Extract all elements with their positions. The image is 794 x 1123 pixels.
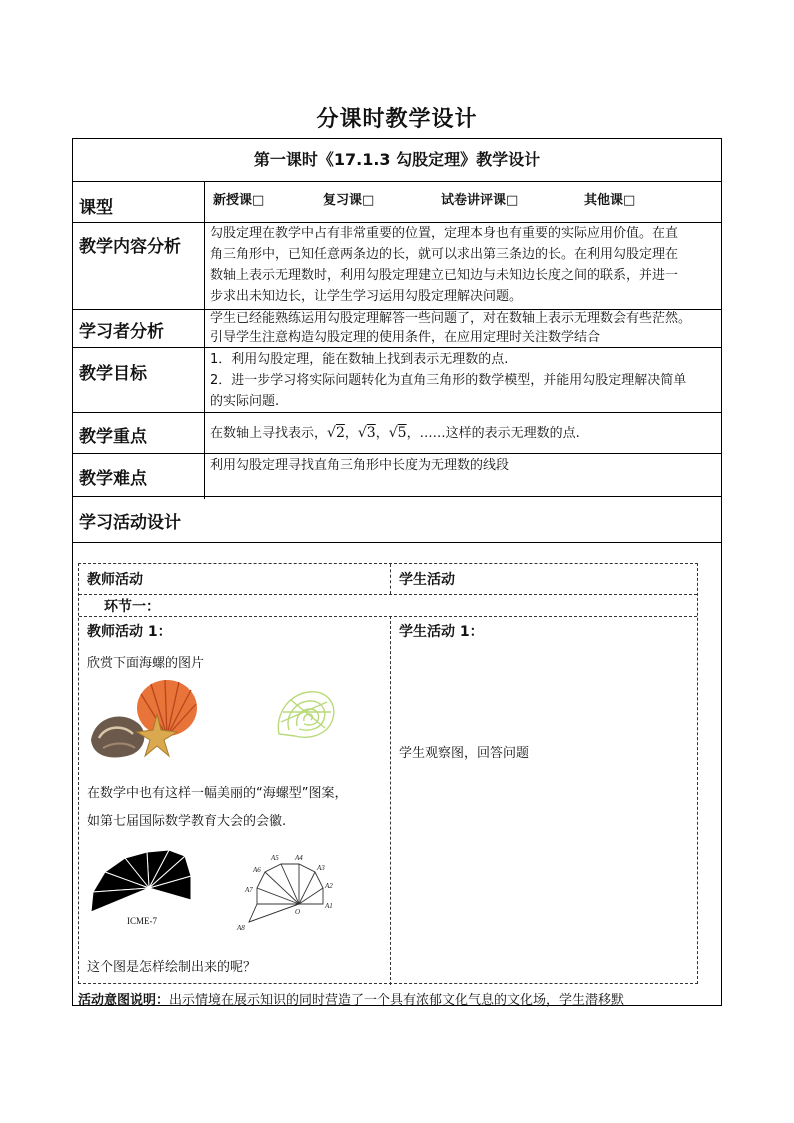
radicand: 3	[366, 425, 376, 441]
column-divider	[204, 181, 205, 499]
spiral-label: A8	[237, 924, 245, 932]
objectives-label: 教学目标	[79, 364, 147, 384]
shell-drawing	[271, 684, 341, 744]
learner-analysis-text	[210, 309, 720, 347]
spiral-label: O	[295, 908, 301, 916]
key-points-text: 在数轴上寻找表示，√2，√3，√5，……这样的表示无理数的点.	[210, 425, 580, 441]
objective-line: 的实际问题.	[210, 394, 280, 409]
dashed-column-divider	[390, 564, 391, 594]
spiral-label: A3	[317, 864, 325, 872]
difficulties-label: 教学难点	[79, 469, 147, 489]
icme-emblem	[89, 850, 201, 926]
objectives-text	[210, 349, 720, 412]
spiral-label: A5	[271, 854, 279, 862]
activity-table	[78, 563, 698, 984]
radicand: 5	[397, 425, 407, 441]
spiral-label: A7	[245, 886, 253, 894]
design-table	[72, 138, 722, 1006]
content-analysis-text	[210, 223, 720, 307]
spiral-label: A2	[325, 882, 333, 890]
stage-label: 环节一：	[104, 599, 160, 615]
teacher-line: 如第七届国际数学教育大会的会徽.	[87, 814, 287, 829]
key-points-suffix: ，……这样的表示无理数的点.	[406, 426, 580, 441]
dashed-divider	[79, 594, 697, 595]
activity-intent	[78, 989, 624, 1008]
course-option-exam-review[interactable]: 试卷讲评课□	[441, 193, 519, 208]
content-line: 步求出未知边长，让学生学习运用勾股定理解决问题。	[210, 289, 523, 304]
course-type-label: 课型	[79, 198, 113, 218]
content-line: 数轴上表示无理数时，利用勾股定理建立已知边与未知边长度之间的联系，并进一	[210, 268, 679, 283]
sqrt-2: √2	[327, 425, 345, 441]
row-divider	[73, 453, 721, 454]
lesson-title: 第一课时《17.1.3 勾股定理》教学设计	[253, 150, 541, 169]
intent-label: 活动意图说明：	[78, 993, 170, 1008]
course-option-new[interactable]: 新授课□	[213, 193, 265, 208]
activity-design-label: 学习活动设计	[79, 513, 181, 533]
learner-line: 引导学生注意构造勾股定理的使用条件，在应用定理时关注数学结合	[210, 330, 601, 345]
difficulties-text: 利用勾股定理寻找直角三角形中长度为无理数的线段	[210, 458, 510, 473]
sqrt-3: √3	[357, 425, 376, 441]
objective-line: 2．进一步学习将实际问题转化为直角三角形的数学模型，并能用勾股定理解决简单	[210, 373, 687, 388]
content-analysis-label: 教学内容分析	[79, 237, 181, 257]
row-divider	[73, 542, 721, 543]
learner-analysis-label: 学习者分析	[79, 322, 164, 342]
course-option-other[interactable]: 其他课□	[584, 193, 636, 208]
teacher-activity-title: 教师活动 1：	[87, 624, 172, 640]
teacher-line: 这个图是怎样绘制出来的呢？	[87, 960, 257, 975]
row-divider	[73, 496, 721, 497]
sqrt-5: √5	[388, 425, 407, 441]
student-activity-text: 学生观察图，回答问题	[399, 746, 530, 761]
emblem-caption: ICME-7	[127, 916, 157, 926]
learner-line: 学生已经能熟练运用勾股定理解答一些问题了，对在数轴上表示无理数会有些茫然。	[210, 311, 692, 326]
intent-text: 出示情境在展示知识的同时营造了一个具有浓郁文化气息的文化场，学生潜移默	[169, 993, 625, 1008]
key-points-label: 教学重点	[79, 427, 147, 447]
student-activity-title: 学生活动 1：	[399, 624, 484, 640]
conch-photo	[87, 676, 199, 762]
spiral-diagram	[219, 844, 339, 936]
spiral-label: A4	[295, 854, 303, 862]
row-divider	[73, 181, 721, 182]
spiral-label: A1	[325, 902, 333, 910]
content-line: 勾股定理在教学中占有非常重要的位置，定理本身也有重要的实际应用价值。在直	[210, 226, 679, 241]
content-line: 角三角形中，已知任意两条边的长，就可以求出第三条边的长。在利用勾股定理在	[210, 247, 679, 262]
key-points-prefix: 在数轴上寻找表示，	[210, 426, 328, 441]
teacher-activity-header: 教师活动	[87, 572, 143, 588]
dashed-divider	[79, 616, 697, 617]
student-activity-header: 学生活动	[399, 572, 455, 588]
teacher-line: 欣赏下面海螺的图片	[87, 656, 205, 671]
spiral-label: A6	[253, 866, 261, 874]
course-option-review[interactable]: 复习课□	[323, 193, 375, 208]
objective-line: 1．利用勾股定理，能在数轴上找到表示无理数的点.	[210, 352, 509, 367]
row-divider	[73, 412, 721, 413]
dashed-column-divider	[390, 616, 391, 985]
row-divider	[73, 347, 721, 348]
page-title: 分课时教学设计	[316, 107, 478, 132]
teacher-line: 在数学中也有这样一幅美丽的“海螺型”图案，	[87, 786, 348, 801]
radicand: 2	[335, 425, 345, 441]
